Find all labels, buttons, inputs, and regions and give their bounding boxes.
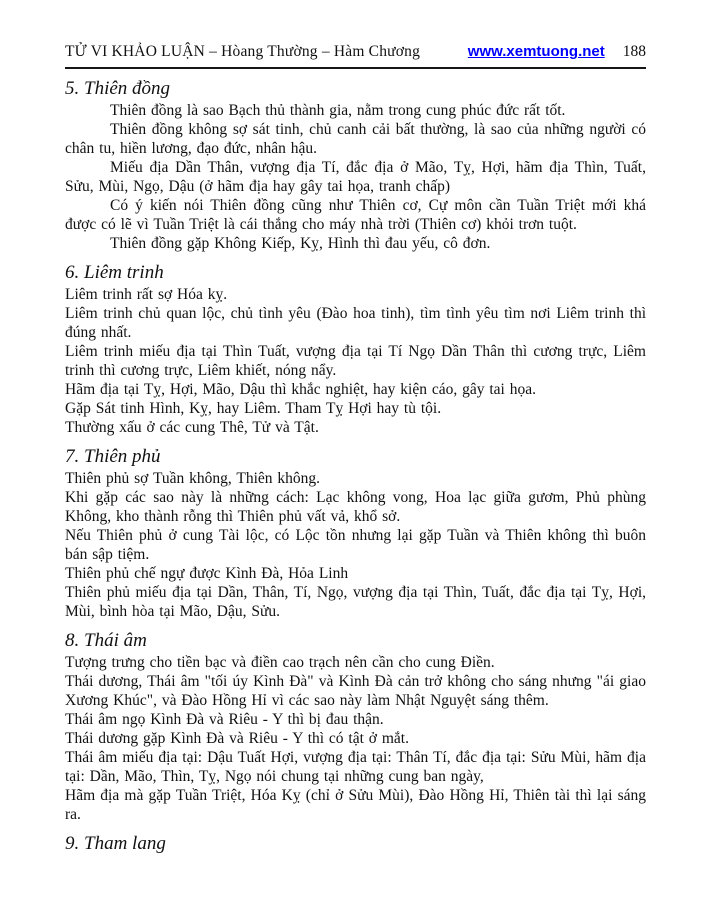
section-heading: 6. Liêm trinh: [65, 262, 164, 283]
paragraph: Thái âm ngọ Kình Đà và Riêu - Y thì bị đau thận.: [65, 711, 384, 728]
paragraph: Thường xấu ở các cung Thê, Tử và Tật.: [65, 419, 319, 436]
section-heading: 5. Thiên đồng: [65, 78, 171, 99]
paragraph: Thiên đồng gặp Không Kiếp, Kỵ, Hình thì đau yếu, cô đơn.: [110, 235, 491, 252]
page-header: [65, 42, 646, 62]
paragraph: Gặp Sát tinh Hình, Kỵ, hay Liêm. Tham Tỵ Hợi hay tù tội.: [65, 400, 442, 417]
paragraph: Thái dương gặp Kình Đà và Riêu - Y thì có tật ở mắt.: [65, 730, 409, 747]
header-right: [468, 42, 646, 62]
header-link[interactable]: www.xemtuong.net: [467, 43, 605, 60]
page-number: 188: [622, 43, 646, 60]
header-title: TỬ VI KHẢO LUẬN – Hòang Thường – Hàm Chương: [65, 43, 421, 60]
paragraph: Thiên đồng là sao Bạch thủ thành gia, nằm trong cung phúc đức rất tốt.: [110, 102, 566, 119]
paragraph: Hãm địa tại Tỵ, Hợi, Mão, Dậu thì khắc nghiệt, hay kiện cáo, gây tai họa.: [65, 381, 536, 398]
section-heading: 7. Thiên phủ: [65, 446, 161, 467]
section-heading: 9. Tham lang: [65, 833, 166, 854]
document-body: [65, 77, 646, 856]
section-7: [65, 445, 646, 621]
paragraph: Hãm địa mà gặp Tuần Triệt, Hóa Kỵ (chỉ ở Sửu Mùi), Đào Hồng Hỉ, Thiên tài thì lại sáng ra.: [65, 787, 646, 823]
section-6: [65, 261, 646, 437]
paragraph: Thái âm miếu địa tại: Dậu Tuất Hợi, vượng địa tại: Thân Tí, đắc địa tại: Sửu Mùi, hãm địa tại: Dần, Mão, Thìn, Tỵ, Ngọ nói chung tại những cung ban ngày,: [65, 749, 646, 785]
paragraph: Miếu địa Dần Thân, vượng địa Tí, đắc địa ở Mão, Tỵ, Hợi, hãm địa Thìn, Tuất, Sửu, Mùi, Ngọ, Dậu (ở hãm địa hay gây tai họa, tranh chấp): [65, 159, 646, 195]
header-rule-divider: [65, 67, 646, 69]
section-9: [65, 832, 646, 856]
paragraph: Nếu Thiên phủ ở cung Tài lộc, có Lộc tồn nhưng lại gặp Tuần và Thiên không thì buôn bán sập tiệm.: [65, 527, 646, 563]
section-5: [65, 77, 646, 253]
paragraph: Thiên phủ miếu địa tại Dần, Thân, Tí, Ngọ, vượng địa tại Thìn, Tuất, đắc địa tại Tỵ, Hợi, Mùi, bình hòa tại Mão, Dậu, Sửu.: [65, 584, 646, 620]
paragraph: Tượng trưng cho tiền bạc và điền cao trạch nên cần cho cung Điền.: [65, 654, 495, 671]
paragraph: Liêm trinh chủ quan lộc, chủ tình yêu (Đào hoa tinh), tìm tình yêu tìm nơi Liêm trinh thì đúng nhất.: [65, 305, 646, 341]
paragraph: Khi gặp các sao này là những cách: Lạc không vong, Hoa lạc giữa gươm, Phủ phùng Không, kho thành rỗng thì Thiên phủ vất vả, khổ sở.: [65, 489, 646, 525]
paragraph: Liêm trinh miếu địa tại Thìn Tuất, vượng địa tại Tí Ngọ Dần Thân thì cương trực, Liêm trinh thì cương trực, Liêm khiết, nóng nẩy.: [65, 343, 646, 379]
paragraph: Thiên phủ sợ Tuần không, Thiên không.: [65, 470, 321, 487]
paragraph: Thiên đồng không sợ sát tinh, chủ canh cải bất thường, là sao của những người có chân tu, hiền lương, đạo đức, nhân hậu.: [65, 121, 646, 157]
paragraph: Có ý kiến nói Thiên đồng cũng như Thiên cơ, Cự môn cần Tuần Triệt mới khá được có lẽ vì Tuần Triệt là cái thắng cho máy nhà trời (Thiên cơ) khỏi trơn tuột.: [65, 197, 646, 233]
paragraph: Thái dương, Thái âm "tối úy Kình Đà" và Kình Đà cản trở không cho sáng nhưng "ái giao Xương Khúc", và Đào Hồng Hỉ vì các sao này làm Nhật Nguyệt sáng thêm.: [65, 673, 646, 709]
paragraph: Thiên phủ chế ngự được Kình Đà, Hỏa Linh: [65, 565, 349, 582]
paragraph: Liêm trinh rất sợ Hóa kỵ.: [65, 286, 228, 303]
section-heading: 8. Thái âm: [65, 630, 147, 651]
section-8: [65, 629, 646, 824]
